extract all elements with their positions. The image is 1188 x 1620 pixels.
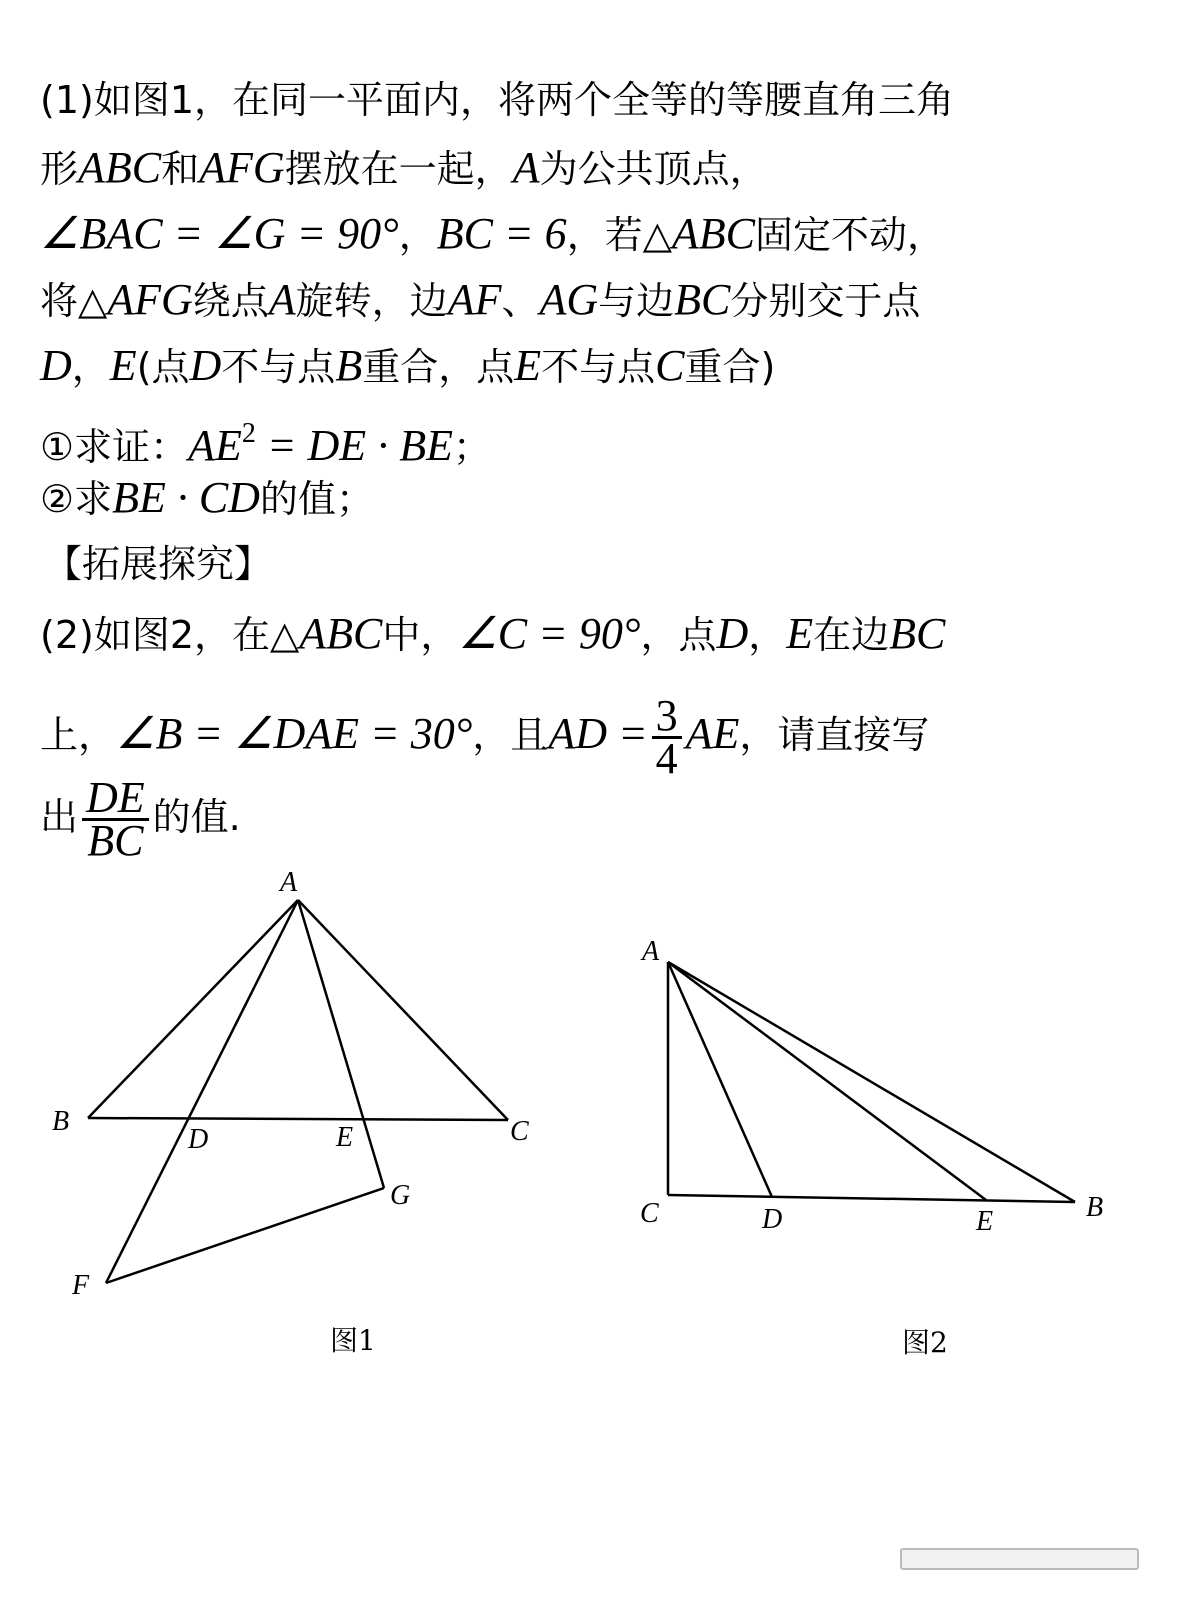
- figure-2: [668, 962, 1075, 1202]
- text: 固定不动，: [755, 213, 946, 257]
- math: BE · CD: [112, 473, 260, 522]
- math: B: [335, 341, 363, 390]
- fraction-denominator: 4: [655, 734, 678, 783]
- label-g: G: [390, 1180, 411, 1211]
- text: 为公共顶点，: [539, 147, 768, 191]
- math: AG: [539, 275, 599, 324]
- segment-ae: [668, 962, 986, 1200]
- math: BC = 6: [436, 209, 567, 258]
- segment-af: [106, 900, 298, 1283]
- text: ，请直接写: [739, 713, 930, 757]
- text: (点: [136, 345, 190, 389]
- text: 将△: [40, 279, 108, 323]
- text: 在边: [813, 613, 890, 657]
- figure-1-caption: 图1: [330, 1324, 376, 1357]
- math: E: [109, 341, 137, 390]
- math: A: [512, 143, 540, 192]
- label-a: A: [280, 867, 298, 898]
- label-e: E: [976, 1206, 994, 1237]
- scroll-indicator[interactable]: [900, 1548, 1139, 1570]
- text: 摆放在一起，: [284, 147, 513, 191]
- text: 【拓展探究】: [44, 542, 273, 586]
- text: ②求: [40, 477, 113, 521]
- text: 形: [40, 147, 79, 191]
- text: ；: [452, 425, 491, 469]
- math: AFG: [107, 275, 193, 324]
- text: ，: [398, 213, 437, 257]
- label-b: B: [1086, 1192, 1104, 1223]
- figure-1: [88, 900, 508, 1283]
- text: ，: [748, 613, 787, 657]
- math: ∠C = 90°: [458, 609, 641, 658]
- math: E: [786, 609, 814, 658]
- label-a: A: [642, 936, 660, 967]
- math: AF: [447, 275, 502, 324]
- text: 和: [161, 147, 200, 191]
- text: 的值；: [259, 477, 374, 521]
- label-d: D: [188, 1124, 209, 1155]
- fraction-denominator: BC: [87, 816, 144, 865]
- label-c: C: [510, 1116, 529, 1147]
- text: 重合): [684, 345, 776, 389]
- math: D: [189, 341, 222, 390]
- math: A: [268, 275, 296, 324]
- text: ①求证：: [40, 425, 189, 469]
- text: 与边: [598, 279, 675, 323]
- text: 绕点: [192, 279, 269, 323]
- text: (2)如图2，在△: [40, 613, 300, 657]
- text: (1)如图1，在同一平面内，将两个全等的等腰直角三角: [40, 78, 955, 122]
- math: ∠B = ∠DAE = 30°: [116, 709, 473, 758]
- label-f: F: [72, 1270, 90, 1301]
- math: AFG: [199, 143, 285, 192]
- text: 的值.: [152, 795, 241, 839]
- text: 、: [501, 279, 540, 323]
- text: ，且: [472, 713, 549, 757]
- label-e: E: [336, 1122, 354, 1153]
- text: 上，: [40, 713, 117, 757]
- math-superscript: 2: [241, 418, 256, 449]
- math: ABC: [78, 143, 162, 192]
- segment-bc: [88, 1118, 508, 1120]
- math: ∠BAC = ∠G = 90°: [40, 209, 399, 258]
- math: BC: [674, 275, 731, 324]
- math: = DE · BE: [255, 421, 453, 470]
- text: 中，: [382, 613, 459, 657]
- math: ABC: [299, 609, 383, 658]
- text: 不与点: [541, 345, 656, 389]
- math: AE: [188, 421, 242, 470]
- segment-ad: [668, 962, 772, 1197]
- segment-ab: [668, 962, 1075, 1202]
- label-d: D: [762, 1204, 783, 1235]
- text: 重合，点: [362, 345, 515, 389]
- math: C: [655, 341, 685, 390]
- label-c: C: [640, 1198, 659, 1229]
- math: E: [514, 341, 542, 390]
- math: ABC: [671, 209, 756, 258]
- segment-ac: [298, 900, 508, 1120]
- math: BC: [889, 609, 946, 658]
- figure-2-caption: 图2: [902, 1326, 948, 1359]
- segment-cb: [668, 1195, 1075, 1202]
- fraction-numerator: DE: [82, 778, 149, 821]
- math: D: [40, 341, 72, 390]
- text: 旋转，边: [295, 279, 448, 323]
- text: ，点: [640, 613, 717, 657]
- text: ，若△: [566, 213, 672, 257]
- fraction-numerator: 3: [652, 696, 682, 739]
- text: ，: [71, 345, 110, 389]
- math: AE: [685, 709, 740, 758]
- text: 分别交于点: [730, 279, 921, 323]
- math: AD =: [548, 709, 648, 758]
- label-b: B: [52, 1106, 70, 1137]
- segment-ab: [88, 900, 298, 1118]
- math: D: [716, 609, 749, 658]
- text: 不与点: [221, 345, 336, 389]
- text: 出: [40, 795, 79, 839]
